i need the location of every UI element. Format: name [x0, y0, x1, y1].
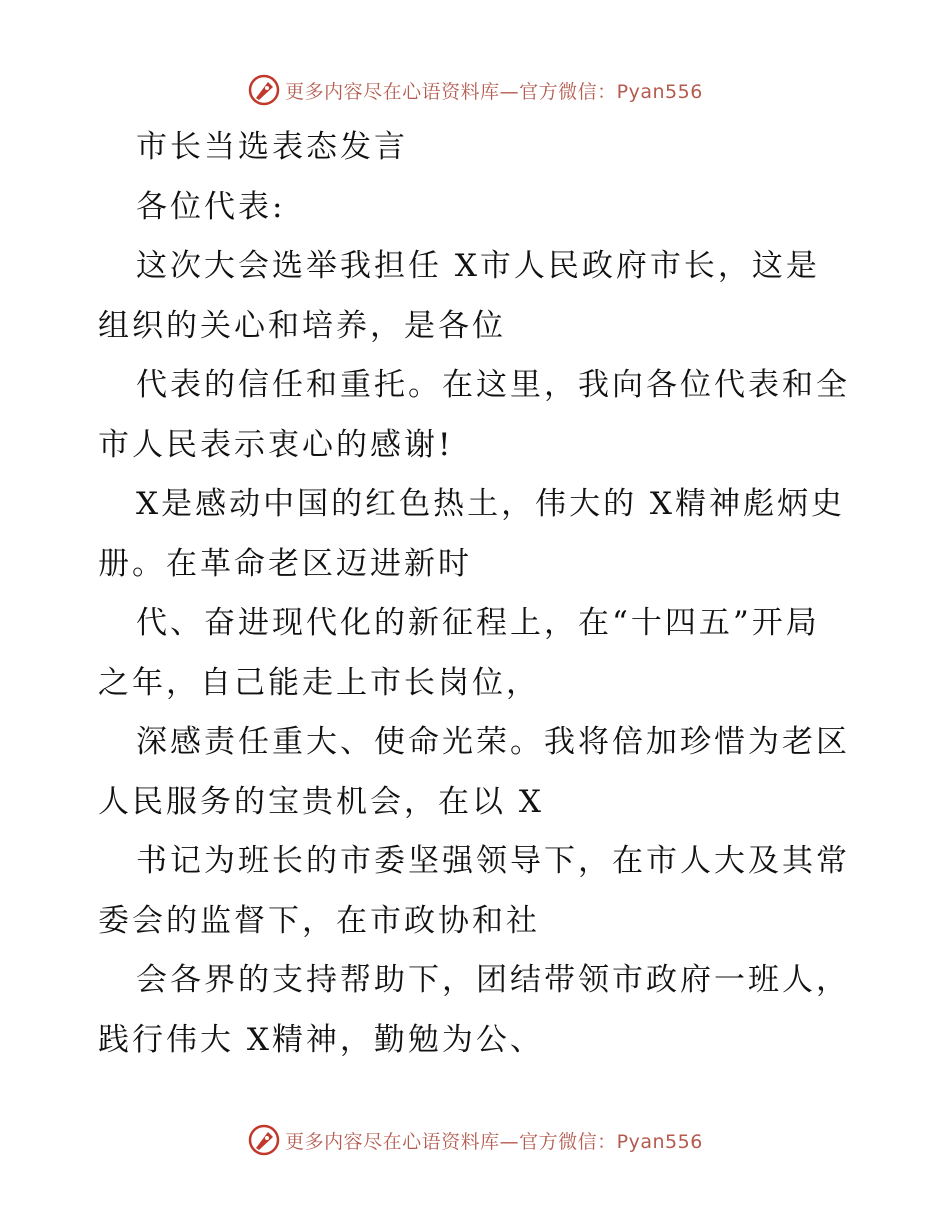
document-body [98, 118, 858, 1070]
paragraph-line: 人民服务的宝贵机会，在以 X [98, 783, 544, 820]
header-watermark-text: 更多内容尽在心语资料库—官方微信：Pyan556 [285, 80, 703, 103]
paragraph-line: 深感责任重大、使命光荣。我将倍加珍惜为老区 [136, 724, 850, 760]
paragraph-line: 这次大会选举我担任 X市人民政府市长，这是 [136, 248, 820, 284]
paragraph-line: 书记为班长的市委坚强领导下，在市人大及其常 [136, 843, 850, 879]
paragraph-line: 代、奋进现代化的新征程上，在“十四五”开局 [136, 605, 820, 641]
pen-nib-logo-icon [247, 73, 281, 107]
paragraph-line: X是感动中国的红色热土，伟大的 X精神彪炳史 [136, 486, 845, 522]
footer-watermark-text: 更多内容尽在心语资料库—官方微信：Pyan556 [285, 1130, 703, 1153]
header-watermark-banner [0, 70, 950, 110]
paragraph-line: 之年，自己能走上市长岗位， [98, 664, 540, 701]
paragraph-line: 践行伟大 X精神，勤勉为公、 [98, 1021, 544, 1058]
document-title: 市长当选表态发言 [136, 129, 408, 165]
paragraph-line: 组织的关心和培养，是各位 [98, 307, 506, 344]
paragraph-line: 代表的信任和重托。在这里，我向各位代表和全 [136, 367, 850, 403]
pen-nib-logo-icon [247, 1123, 281, 1157]
salutation: 各位代表: [136, 188, 286, 225]
paragraph-line: 册。在革命老区迈进新时 [98, 545, 472, 582]
paragraph-line: 会各界的支持帮助下，团结带领市政府一班人， [136, 962, 850, 998]
paragraph-line: 市人民表示衷心的感谢! [98, 426, 454, 463]
paragraph-line: 委会的监督下，在市政协和社 [98, 902, 540, 939]
footer-watermark-banner [0, 1120, 950, 1160]
